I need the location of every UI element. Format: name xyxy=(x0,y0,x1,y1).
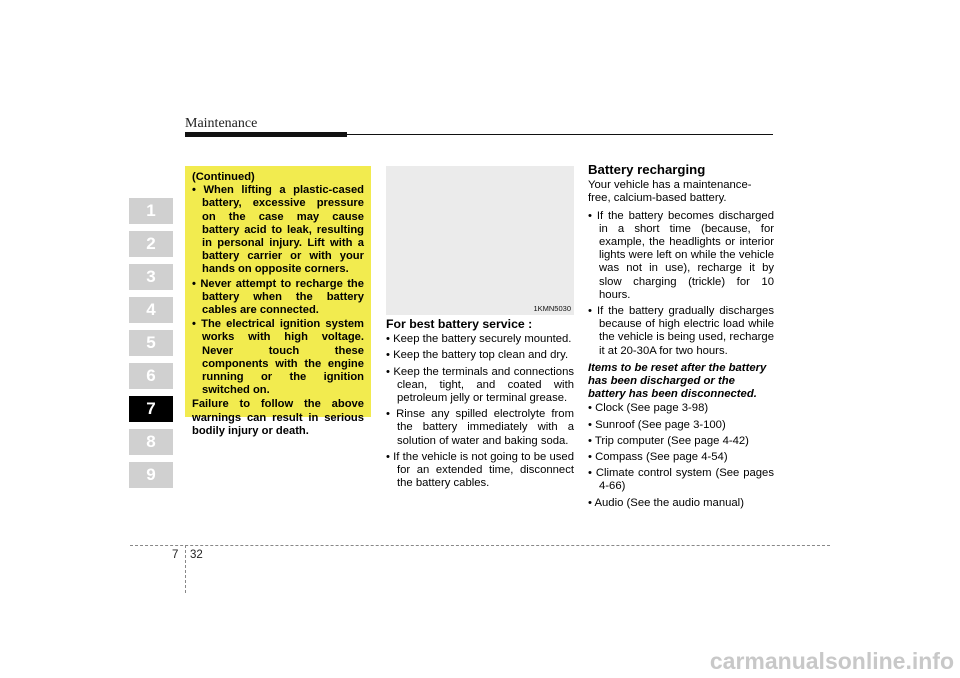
chapter-tab-1[interactable]: 1 xyxy=(129,198,173,224)
header-rule-line xyxy=(347,134,773,135)
list-item: • If the vehicle is not going to be used for an extended time, disconnect the battery cables. xyxy=(386,450,574,490)
battery-figure xyxy=(386,166,574,315)
best-service-list xyxy=(386,333,574,490)
list-item: • Keep the battery securely mounted. xyxy=(386,333,572,346)
list-item: • Climate control system (See pages 4-66) xyxy=(588,467,774,493)
warning-continued: (Continued) xyxy=(192,171,255,183)
chapter-tab-3[interactable]: 3 xyxy=(129,264,173,290)
chapter-tab-6[interactable]: 6 xyxy=(129,363,173,389)
warning-item: • Never attempt to recharge the battery when the battery cables are connected. xyxy=(192,277,364,317)
recharging-section xyxy=(588,163,774,513)
list-item: • Trip computer (See page 4-42) xyxy=(588,434,749,447)
best-service-section xyxy=(386,318,574,493)
figure-code: 1KMN5030 xyxy=(533,304,571,313)
chapter-tabs xyxy=(129,198,173,495)
list-item: • If the battery becomes discharged in a short time (because, for example, the headlights or interior lights were left on while the vehicle was not in use), recharge it by slow charging (trickle) for 10 hours. xyxy=(588,209,774,301)
warning-closing: Failure to follow the above warnings can result in serious bodily injury or death. xyxy=(192,398,364,437)
footer-vertical-divider xyxy=(185,545,186,593)
chapter-tab-7[interactable]: 7 xyxy=(129,396,173,422)
recharging-list xyxy=(588,210,774,358)
list-item: • Rinse any spilled electrolyte from the battery immediately with a solution of water and baking soda. xyxy=(386,408,574,447)
recharging-heading: Battery recharging xyxy=(588,162,706,177)
chapter-tab-9[interactable]: 9 xyxy=(129,462,173,488)
footer-page-number: 32 xyxy=(190,549,203,561)
chapter-tab-2[interactable]: 2 xyxy=(129,231,173,257)
watermark: carmanualsonline.info xyxy=(709,648,954,674)
footer-chapter-number: 7 xyxy=(172,549,179,561)
list-item: • If the battery gradually discharges because of high electric load while the vehicle is being used, recharge it at 20-30A for two hours. xyxy=(588,305,774,357)
header-rule-bar xyxy=(185,132,347,137)
warning-item: • When lifting a plastic-cased battery, excessive pressure on the case may cause battery acid to leak, resulting in personal injury. Lift with a battery carrier or with your hands on opposite corners. xyxy=(192,184,364,276)
list-item: • Compass (See page 4-54) xyxy=(588,451,728,464)
list-item: • Audio (See the audio manual) xyxy=(588,496,744,509)
reset-list xyxy=(588,402,774,509)
warning-item: • The electrical ignition system works with high voltage. Never touch these components with the engine running or the ignition switched on. xyxy=(192,318,364,397)
best-service-heading: For best battery service : xyxy=(386,317,533,331)
section-title: Maintenance xyxy=(185,116,258,131)
warning-box xyxy=(185,166,371,437)
reset-heading: Items to be reset after the battery has been discharged or the battery has been disconnected. xyxy=(588,361,767,401)
chapter-tab-5[interactable]: 5 xyxy=(129,330,173,356)
recharging-intro: Your vehicle has a maintenance-free, calcium-based battery. xyxy=(588,179,752,205)
list-item: • Keep the terminals and connections clean, tight, and coated with petroleum jelly or terminal grease. xyxy=(386,365,575,405)
list-item: • Sunroof (See page 3-100) xyxy=(588,418,726,431)
chapter-tab-8[interactable]: 8 xyxy=(129,429,173,455)
list-item: • Keep the battery top clean and dry. xyxy=(386,349,569,362)
footer-divider xyxy=(130,545,830,546)
chapter-tab-4[interactable]: 4 xyxy=(129,297,173,323)
warning-list xyxy=(192,184,364,397)
list-item: • Clock (See page 3-98) xyxy=(588,402,709,415)
